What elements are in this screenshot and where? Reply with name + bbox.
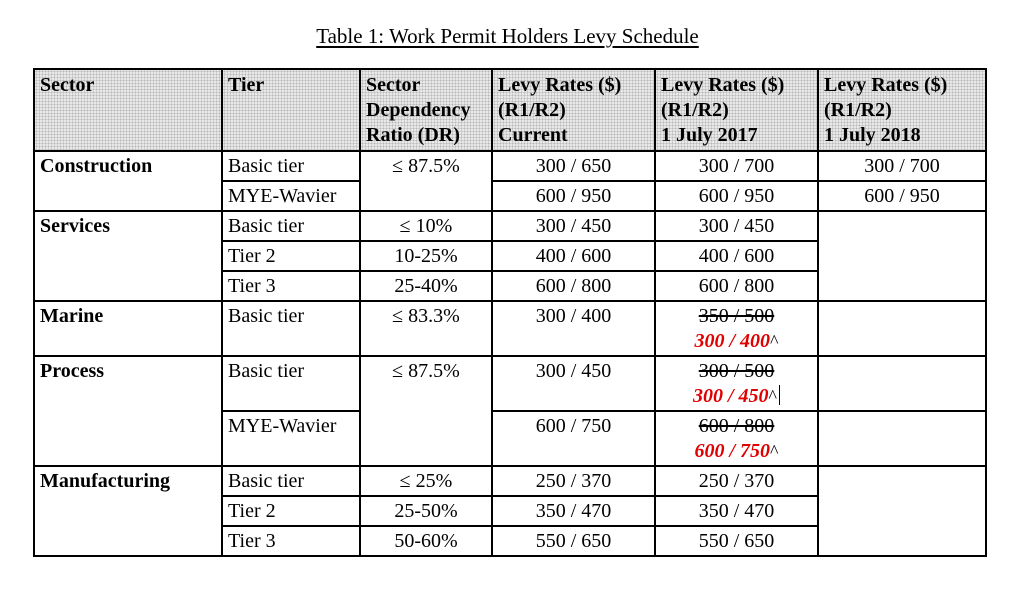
- header-levy-current: Levy Rates ($) (R1/R2) Current: [492, 69, 655, 151]
- header-sector: Sector: [34, 69, 222, 151]
- header-tier: Tier: [222, 69, 360, 151]
- table-row: [34, 211, 986, 241]
- dependency-ratio: ≤ 25%: [360, 466, 492, 496]
- rate-current: 550 / 650: [492, 526, 655, 556]
- revision-mark: ^: [770, 331, 779, 351]
- table-row: [34, 151, 986, 181]
- rate-current: 400 / 600: [492, 241, 655, 271]
- rate-july-2017: 350 / 470: [655, 496, 818, 526]
- tier-label: Basic tier: [222, 356, 360, 411]
- rate-july-2017: 300 / 700: [655, 151, 818, 181]
- text-cursor: [779, 385, 780, 405]
- header-dependency-ratio: Sector Dependency Ratio (DR): [360, 69, 492, 151]
- rate-current: 300 / 450: [492, 211, 655, 241]
- rate-current: 300 / 400: [492, 301, 655, 356]
- rate-current: 300 / 450: [492, 356, 655, 411]
- sector-services: Services: [34, 211, 222, 301]
- dependency-ratio: 25-50%: [360, 496, 492, 526]
- tier-label: Tier 2: [222, 496, 360, 526]
- rate-current: 350 / 470: [492, 496, 655, 526]
- rate-july-2018: 600 / 950: [818, 181, 986, 211]
- tier-label: Basic tier: [222, 301, 360, 356]
- rate-july-2018-empty: [818, 411, 986, 466]
- rate-july-2017: 300 / 450: [655, 211, 818, 241]
- rate-current: 300 / 650: [492, 151, 655, 181]
- table-row: [34, 301, 986, 356]
- tier-label: Basic tier: [222, 466, 360, 496]
- table-row: [34, 356, 986, 411]
- rate-july-2018: 300 / 700: [818, 151, 986, 181]
- revised-rate: 600 / 750^: [694, 440, 779, 462]
- rate-july-2018-empty: [818, 356, 986, 411]
- rate-july-2017: 600 / 950: [655, 181, 818, 211]
- levy-schedule-table: [33, 68, 987, 557]
- rate-current: 250 / 370: [492, 466, 655, 496]
- dependency-ratio: ≤ 87.5%: [360, 356, 492, 466]
- header-row: [34, 69, 986, 151]
- rate-july-2017: 550 / 650: [655, 526, 818, 556]
- header-levy-july-2017: Levy Rates ($) (R1/R2) 1 July 2017: [655, 69, 818, 151]
- rate-current: 600 / 800: [492, 271, 655, 301]
- rate-july-2017: [655, 301, 818, 356]
- tier-label: Basic tier: [222, 151, 360, 181]
- tier-label: Basic tier: [222, 211, 360, 241]
- sector-manufacturing: Manufacturing: [34, 466, 222, 556]
- rate-july-2017: 400 / 600: [655, 241, 818, 271]
- revision-mark: ^: [768, 386, 777, 406]
- table-row: [34, 466, 986, 496]
- rate-july-2017: 250 / 370: [655, 466, 818, 496]
- rate-july-2017: 600 / 800: [655, 271, 818, 301]
- rate-july-2018-empty: [818, 466, 986, 556]
- dependency-ratio: ≤ 83.3%: [360, 301, 492, 356]
- dependency-ratio: ≤ 10%: [360, 211, 492, 241]
- table-caption: Table 1: Work Permit Holders Levy Schedule: [316, 24, 699, 48]
- tier-label: MYE-Wavier: [222, 181, 360, 211]
- dependency-ratio: ≤ 87.5%: [360, 151, 492, 211]
- tier-label: Tier 2: [222, 241, 360, 271]
- dependency-ratio: 25-40%: [360, 271, 492, 301]
- rate-july-2018-empty: [818, 211, 986, 301]
- revised-rate: 300 / 400^: [694, 330, 779, 352]
- struck-old-rate: 300 / 500: [698, 360, 775, 382]
- struck-old-rate: 600 / 800: [698, 415, 775, 437]
- sector-marine: Marine: [34, 301, 222, 356]
- rate-current: 600 / 750: [492, 411, 655, 466]
- rate-july-2017: [655, 356, 818, 411]
- rate-current: 600 / 950: [492, 181, 655, 211]
- rate-july-2018-empty: [818, 301, 986, 356]
- tier-label: Tier 3: [222, 526, 360, 556]
- sector-construction: Construction: [34, 151, 222, 211]
- dependency-ratio: 50-60%: [360, 526, 492, 556]
- struck-old-rate: 350 / 500: [698, 305, 775, 327]
- header-levy-july-2018: Levy Rates ($) (R1/R2) 1 July 2018: [818, 69, 986, 151]
- dependency-ratio: 10-25%: [360, 241, 492, 271]
- tier-label: MYE-Wavier: [222, 411, 360, 466]
- revised-rate: 300 / 450^: [661, 384, 812, 409]
- revision-mark: ^: [770, 441, 779, 461]
- sector-process: Process: [34, 356, 222, 466]
- rate-july-2017: [655, 411, 818, 466]
- tier-label: Tier 3: [222, 271, 360, 301]
